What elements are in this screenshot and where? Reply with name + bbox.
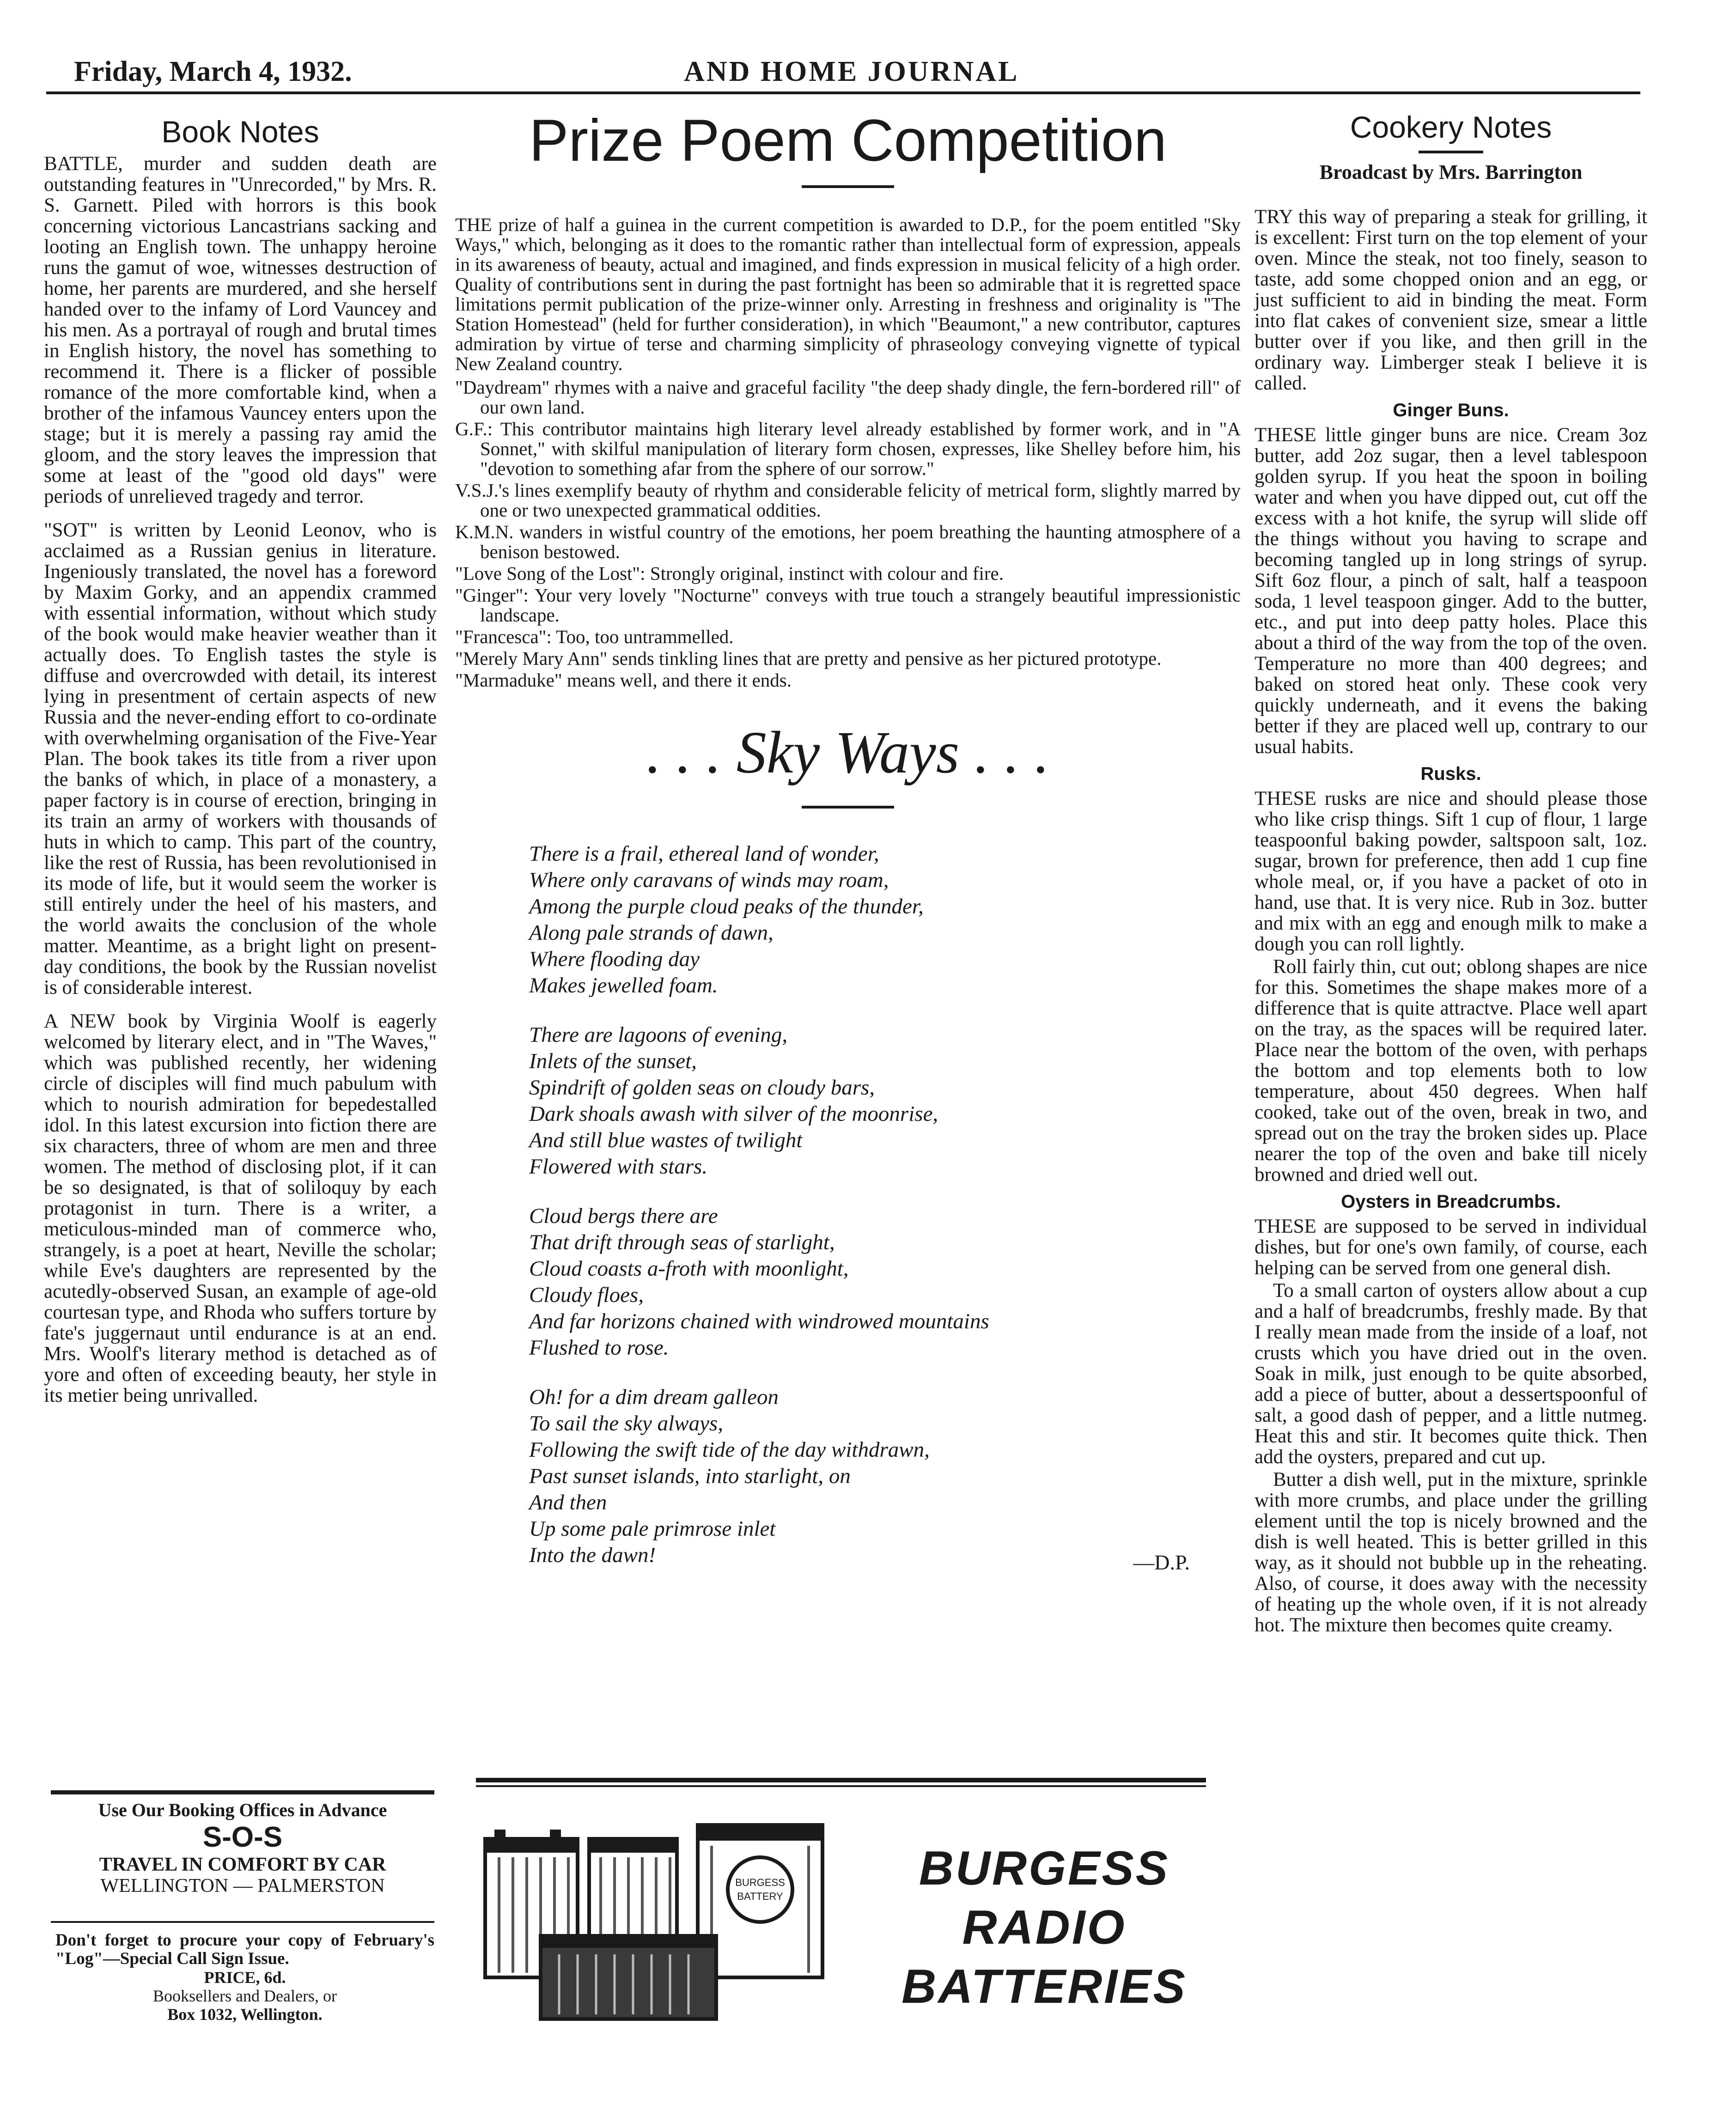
critique-vsj: V.S.J.'s lines exemplify beauty of rhythm and considerable felicity of metrical form, slightly marred by one or two unexpected grammatical oddities.	[455, 480, 1241, 521]
critique-gf: G.F.: This contributor maintains high literary level already established by former work, and in "A Sonnet," with skilful manipulation of literary form chosen, expresses, like Shelley before him, his "devotion to something afar from the sphere of our sorrow."	[455, 418, 1241, 479]
oysters-intro: THESE are supposed to be served in individual dishes, but for one's own family, of course, each helping can be served from one general dish.	[1255, 1216, 1647, 1279]
poem-line: Cloudy floes,	[529, 1283, 644, 1307]
log-reminder: Don't forget to procure your copy of February's "Log"—Special Call Sign Issue.	[55, 1931, 434, 1968]
critique-daydream: "Daydream" rhymes with a naive and graceful facility "the deep shady dingle, the fern-bordered rill" of our own land.	[455, 377, 1241, 418]
log-booksellers: Booksellers and Dealers, or	[153, 1987, 337, 2005]
poem-line: Spindrift of golden seas on cloudy bars,	[529, 1076, 875, 1100]
poem-line: Cloud bergs there are	[529, 1204, 718, 1228]
book-notes-column	[44, 116, 437, 1412]
poem-stanza-2	[529, 1022, 1241, 1180]
poem-line: Flowered with stars.	[529, 1155, 708, 1179]
poem-body	[529, 841, 1241, 1569]
sos-advertisement	[51, 1800, 434, 1897]
critique-marmaduke: "Marmaduke" means well, and there it ends.	[455, 669, 792, 691]
cookery-notes-column	[1255, 111, 1647, 1642]
poem-line: Dark shoals awash with silver of the moonrise,	[529, 1102, 938, 1126]
poem-line: To sail the sky always,	[529, 1411, 723, 1435]
poem-author: —D.P.	[1133, 1551, 1190, 1574]
steak-recipe: TRY this way of preparing a steak for grilling, it is excellent: First turn on the top element of your oven. Mince the steak, not too finely, season to taste, add some chopped onion and an egg, or just sufficient to aid in binding the meat. Form into flat cakes of convenient size, smear a little butter over if you like, and then grill in the ordinary way. Limberger steak I believe it is called.	[1255, 206, 1647, 394]
poem-line: Along pale strands of dawn,	[529, 921, 774, 945]
poem-line: That drift through seas of starlight,	[529, 1230, 835, 1254]
book-notes-title: Book Notes	[161, 115, 319, 149]
poem-line: Past sunset islands, into starlight, on	[529, 1464, 851, 1488]
critique-love-song: "Love Song of the Lost": Strongly original, instinct with colour and fire.	[455, 563, 1004, 584]
prize-poem-section	[455, 109, 1241, 1575]
cookery-notes-title: Cookery Notes	[1350, 110, 1552, 144]
poem-line: There are lagoons of evening,	[529, 1023, 788, 1047]
log-ad-rule	[51, 1921, 434, 1923]
poem-line: Following the swift tide of the day withdrawn,	[529, 1438, 930, 1462]
sos-travel-line: TRAVEL IN COMFORT BY CAR	[99, 1854, 386, 1875]
poem-line: And still blue wastes of twilight	[529, 1128, 803, 1152]
ginger-buns-recipe: THESE little ginger buns are nice. Cream 3oz butter, add 2oz sugar, then a level tablespoon golden syrup. If you heat the spoon in boiling water and when you have dipped out, cut off the excess with a hot knife, the syrup will slide off the things without you having to scrape and becoming tangled up in long strings of syrup. Sift 6oz flour, a pinch of salt, half a teaspoon soda, 1 level teaspoon ginger. Add to the butter, etc., and put into deep patty holes. Place this about a third of the way from the top of the oven. Temperature no more than 400 degrees; and baked on stored heat only. These cook very quickly underneath, and it evens the baking better if they are placed well up, contrary to our usual habits.	[1255, 424, 1647, 758]
svg-text:BURGESS: BURGESS	[735, 1877, 785, 1888]
competition-title: Prize Poem Competition	[529, 108, 1167, 174]
header-rule	[46, 91, 1640, 94]
ad-rule-thin	[476, 1785, 1206, 1787]
poem-line: Into the dawn!	[529, 1543, 656, 1567]
book-review-sot: "SOT" is written by Leonid Leonov, who is acclaimed as a Russian genius in literature. Ingeniously translated, the novel has a foreword by Maxim Gorky, and an appendix crammed with essential information, without which study of the book would make heavier weather than it actually does. To English tastes the style is diffuse and overcrowded with detail, its interest lying in presentment of certain aspects of new Russia and the never-ending effort to co-ordinate with overwhelming organisation of the Five-Year Plan. The book takes its title from a river upon the banks of which, in place of a monastery, a paper factory is in course of erection, bringing in its train an army of workers with thousands of huts in which to camp. This part of the country, like the rest of Russia, has been revolutionised in its mode of life, but it would seem the worker is still entirely under the heel of his masters, and the world awaits the conclusion of the whole matter. Meantime, as a bright light on present-day conditions, the book by the Russian novelist is of considerable interest.	[44, 519, 437, 998]
poem-stanza-1	[529, 841, 1241, 999]
ginger-buns-heading: Ginger Buns.	[1393, 400, 1509, 420]
critique-francesca: "Francesca": Too, too untrammelled.	[455, 626, 734, 647]
poem-line: Among the purple cloud peaks of the thunder,	[529, 894, 924, 918]
burgess-advertisement	[859, 1839, 1229, 2016]
header-date: Friday, March 4, 1932.	[74, 56, 352, 87]
sos-booking-line: Use Our Booking Offices in Advance	[98, 1800, 387, 1820]
competition-verdict: THE prize of half a guinea in the current competition is awarded to D.P., for the poem entitled "Sky Ways," which, belonging as it does to the romantic rather than intellectual form of expression, appeals in its awareness of beauty, actual and imagined, and finds expression in musical felicity of a high order. Quality of contributions sent in during the past fortnight has been so admirable that it is regretted space limitations permit publication of the prize-winner only. Arresting in freshness and originality is "The Station Homestead" (held for further consideration), in which "Beaumont," a new contributor, captures admiration by virtue of terse and charming simplicity of phraseology conveying vignette of typical New Zealand country.	[455, 214, 1241, 374]
critique-ginger: "Ginger": Your very lovely "Nocturne" conveys with true touch a strangely beautiful impressionistic landscape.	[455, 584, 1241, 626]
poem-line: And far horizons chained with windrowed mountains	[529, 1309, 989, 1333]
sos-route-line: WELLINGTON — PALMERSTON	[100, 1875, 385, 1897]
burgess-brand: BURGESS	[919, 1842, 1170, 1895]
book-review-the-waves: A NEW book by Virginia Woolf is eagerly welcomed by literary elect, and in "The Waves," which was published recently, her widening circle of disciples will find much pabulum with which to nourish admiration for bepedestalled idol. In this latest excursion into fiction there are six characters, three of whom are men and three women. The method of disclosing plot, if it can be so designated, is that of soliloquy by each protagonist in turn. There is a writer, a meticulous-minded man of commerce who, strangely, is a poet at heart, Neville the scholar; while Eve's daughters are represented by the acutedly-observed Susan, an example of age-old courtesan type, and Rhoda who suffers torture by fate's juggernaut until endurance is at an end. Mrs. Woolf's literary method is detached as of yore and often of exceeding beauty, her style in its metier being unrivalled.	[44, 1010, 437, 1406]
poem-title-rule	[802, 806, 894, 809]
ad-rule-thick	[476, 1778, 1206, 1782]
oysters-baking: Butter a dish well, put in the mixture, sprinkle with more crumbs, and place under the grilling element until the top is nicely browned and the dish is well heated. This is better grilled in this way, as it should not bubble up in the reheating. Also, of course, it does away with the necessity of heating up the whole oven, if it is not already hot. The mixture then becomes quite creamy.	[1255, 1469, 1647, 1636]
poem-line: Where only caravans of winds may roam,	[529, 868, 889, 892]
oysters-preparation: To a small carton of oysters allow about a cup and a half of breadcrumbs, freshly made. By that I really mean made from the inside of a loaf, not crusts which you have dried out in the oven. Soak in milk, just enough to be quite absorbed, add a piece of butter, about a dessertspoonful of salt, a good dash of pepper, and a little nutmeg. Heat this and stir. It becomes quite thick. Then add the oysters, prepared and cut up.	[1255, 1280, 1647, 1468]
battery-front	[541, 1936, 716, 2019]
cookery-byline: Broadcast by Mrs. Barrington	[1319, 161, 1583, 183]
poem-line: Cloud coasts a-froth with moonlight,	[529, 1257, 849, 1281]
critique-kmn: K.M.N. wanders in wistful country of the emotions, her poem breathing the haunting atmosphere of a benison bestowed.	[455, 521, 1241, 562]
poem-line: And then	[529, 1490, 607, 1514]
burgess-radio: RADIO	[962, 1901, 1127, 1954]
oysters-heading: Oysters in Breadcrumbs.	[1341, 1192, 1561, 1212]
log-advertisement	[55, 1931, 434, 2024]
poem-stanza-3	[529, 1203, 1241, 1361]
critique-mary-ann: "Merely Mary Ann" sends tinkling lines that are pretty and pensive as her pictured prototype.	[455, 648, 1162, 669]
poem-line: Inlets of the sunset,	[529, 1049, 697, 1073]
rusks-recipe: THESE rusks are nice and should please those who like crisp things. Sift 1 cup of flour, 1 large teaspoonful baking powder, saltspoon salt, 1oz. sugar, brown for preference, then add 1 cup fine whole meal, or, if you have a packet of oto in hand, use that. It is very nice. Rub in 3oz. butter and mix with an egg and enough milk to make a dough you can roll lightly.	[1255, 788, 1647, 955]
rusks-method: Roll fairly thin, cut out; oblong shapes are nice for this. Sometimes the shape makes more of a difference that is quite attractve. Place well apart on the tray, as the spaces will be required later. Place near the bottom of the oven, with perhaps the bottom and top elements both to low temperature, about 450 degrees. When half cooked, take out of the oven, break in two, and spread out on the tray the broken sides up. Place nearer the top of the oven and bake till nicely browned and dried well out.	[1255, 956, 1647, 1186]
poem-line: Where flooding day	[529, 947, 700, 971]
poem-stanza-4	[529, 1384, 1241, 1569]
rusks-heading: Rusks.	[1420, 764, 1481, 784]
poem-line: Oh! for a dim dream galleon	[529, 1385, 779, 1409]
poem-line: Flushed to rose.	[529, 1336, 669, 1360]
poem-line: Up some pale primrose inlet	[529, 1517, 776, 1541]
competition-title-rule	[802, 185, 894, 188]
log-price: PRICE, 6d.	[204, 1968, 286, 1987]
poem-line: There is a frail, ethereal land of wonder,	[529, 842, 879, 866]
book-review-unrecorded: BATTLE, murder and sudden death are outstanding features in "Unrecorded," by Mrs. R. S. Garnett. Piled with horrors is this book concerning victorious Lancastrians sacking and looting an English town. The unhappy heroine runs the gamut of woe, witnesses destruction of home, her parents are murdered, and she herself handed over to the infamy of Lord Vauncey and his men. As a portrayal of rough and brutal times in English history, the novel has something to recommend it. There is a flicker of possible romance of the more comfortable kind, when a brother of the infamous Vauncey enters upon the stage; but it is merely a passing ray amid the gloom, and the story leaves the impression that some at least of the "good old days" were periods of unrelieved tragedy and terror.	[44, 153, 437, 507]
book-ad-rule	[51, 1790, 434, 1794]
cookery-title-rule	[1419, 151, 1483, 153]
journal-title: AND HOME JOURNAL	[684, 56, 1019, 87]
log-box-address: Box 1032, Wellington.	[167, 2005, 323, 2024]
battery-illustration	[481, 1820, 832, 2028]
sos-brand: S-O-S	[202, 1821, 283, 1853]
burgess-batteries: BATTERIES	[902, 1960, 1187, 2013]
poem-title: . . . Sky Ways . . .	[646, 719, 1050, 786]
svg-text:BATTERY: BATTERY	[737, 1891, 783, 1902]
poem-line: Makes jewelled foam.	[529, 973, 718, 997]
